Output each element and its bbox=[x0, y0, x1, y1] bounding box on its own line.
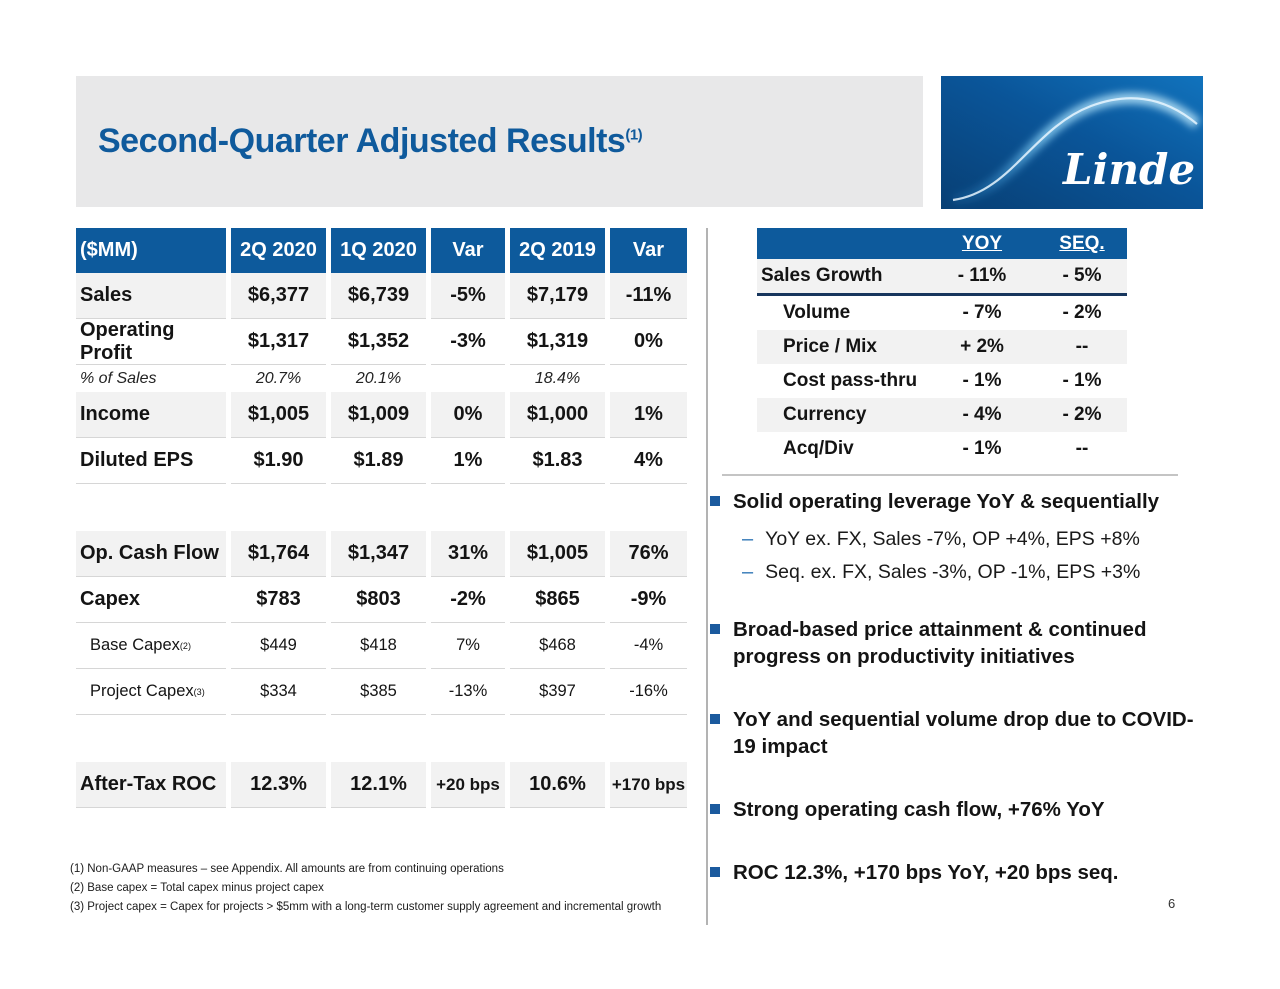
row-label: Capex bbox=[76, 577, 226, 623]
cell-value: -16% bbox=[610, 669, 687, 715]
row-label: Operating Profit bbox=[76, 319, 226, 365]
bullet-square-icon bbox=[710, 496, 720, 506]
footnote-line: (1) Non-GAAP measures – see Appendix. All amounts are from continuing operations bbox=[70, 863, 504, 875]
growth-table-row bbox=[757, 296, 1127, 330]
row-label: After-Tax ROC bbox=[76, 762, 226, 808]
cell-value: $1,319 bbox=[510, 319, 605, 365]
page-title bbox=[76, 122, 642, 161]
cell-value bbox=[431, 365, 505, 392]
cell-value: $1,005 bbox=[231, 392, 326, 438]
cell-value: -11% bbox=[610, 273, 687, 319]
cell-value: $803 bbox=[331, 577, 426, 623]
growth-yoy-value: - 1% bbox=[927, 432, 1037, 466]
cell-value: $1.83 bbox=[510, 438, 605, 484]
main-table-header-row bbox=[76, 228, 692, 273]
growth-table-header-row bbox=[757, 228, 1127, 259]
growth-row-label: Volume bbox=[757, 296, 927, 330]
cell-value: 0% bbox=[610, 319, 687, 365]
page-title-text: Second-Quarter Adjusted Results bbox=[98, 122, 626, 160]
table-spacer-row bbox=[76, 715, 692, 762]
cell-value: 1% bbox=[610, 392, 687, 438]
growth-table bbox=[757, 228, 1127, 466]
row-label: % of Sales bbox=[76, 365, 226, 392]
cell-value: 20.1% bbox=[331, 365, 426, 392]
linde-logo-graphic bbox=[941, 76, 1203, 209]
page-number: 6 bbox=[1168, 896, 1176, 911]
table-row bbox=[76, 531, 692, 577]
cell-value: $397 bbox=[510, 669, 605, 715]
table-row bbox=[76, 623, 692, 669]
title-bar bbox=[76, 76, 923, 207]
cell-value: 18.4% bbox=[510, 365, 605, 392]
cell-value: -9% bbox=[610, 577, 687, 623]
cell-value: 76% bbox=[610, 531, 687, 577]
table-row bbox=[76, 669, 692, 715]
cell-value: 12.1% bbox=[331, 762, 426, 808]
sub-bullet-text: YoY ex. FX, Sales -7%, OP +4%, EPS +8% bbox=[765, 528, 1140, 550]
bullet-text: YoY and sequential volume drop due to COVID-19 impact bbox=[733, 708, 1194, 758]
growth-yoy-value: - 11% bbox=[927, 259, 1037, 293]
cell-value: +170 bps bbox=[610, 762, 687, 808]
bullet-item bbox=[708, 616, 1208, 670]
bullet-square-icon bbox=[710, 624, 720, 634]
growth-seq-value: -- bbox=[1037, 432, 1127, 466]
bullet-square-icon bbox=[710, 867, 720, 877]
column-header: Var bbox=[431, 228, 505, 273]
growth-yoy-value: - 4% bbox=[927, 398, 1037, 432]
growth-yoy-value: - 1% bbox=[927, 364, 1037, 398]
growth-table-row bbox=[757, 398, 1127, 432]
bullet-text: Broad-based price attainment & continued progress on productivity initiatives bbox=[733, 618, 1147, 668]
table-row bbox=[76, 762, 692, 808]
growth-table-row bbox=[757, 259, 1127, 296]
growth-header-seq: SEQ. bbox=[1037, 228, 1127, 259]
cell-value bbox=[610, 365, 687, 392]
cell-value: -3% bbox=[431, 319, 505, 365]
cell-value: $449 bbox=[231, 623, 326, 669]
growth-seq-value: - 1% bbox=[1037, 364, 1127, 398]
main-table bbox=[76, 228, 692, 808]
cell-value: -13% bbox=[431, 669, 505, 715]
dash-icon: – bbox=[742, 561, 754, 583]
cell-value: $468 bbox=[510, 623, 605, 669]
bullet-item bbox=[708, 796, 1208, 823]
cell-value: 31% bbox=[431, 531, 505, 577]
growth-header-yoy: YOY bbox=[927, 228, 1037, 259]
column-header: ($MM) bbox=[76, 228, 226, 273]
cell-value: 20.7% bbox=[231, 365, 326, 392]
cell-value: $6,739 bbox=[331, 273, 426, 319]
row-label: Sales bbox=[76, 273, 226, 319]
page-title-footnote-marker: (1) bbox=[625, 126, 643, 144]
growth-row-label: Sales Growth bbox=[757, 259, 927, 293]
column-header: Var bbox=[610, 228, 687, 273]
cell-value: $1,317 bbox=[231, 319, 326, 365]
logo-wordmark: Linde bbox=[1063, 145, 1196, 194]
table-row bbox=[76, 438, 692, 484]
bullet-square-icon bbox=[710, 804, 720, 814]
main-table-body bbox=[76, 273, 692, 808]
cell-value: $418 bbox=[331, 623, 426, 669]
cell-value: 10.6% bbox=[510, 762, 605, 808]
cell-value: $1,000 bbox=[510, 392, 605, 438]
growth-seq-value: -- bbox=[1037, 330, 1127, 364]
table-row bbox=[76, 392, 692, 438]
cell-value: 4% bbox=[610, 438, 687, 484]
footnote-marker: (2) bbox=[179, 640, 191, 651]
table-spacer-row bbox=[76, 484, 692, 531]
sub-bullet-list bbox=[708, 523, 1208, 589]
cell-value: 7% bbox=[431, 623, 505, 669]
growth-row-label: Currency bbox=[757, 398, 927, 432]
footnotes bbox=[70, 860, 710, 917]
row-label: Base Capex (2) bbox=[76, 623, 226, 669]
row-label: Project Capex (3) bbox=[76, 669, 226, 715]
sub-bullet-text: Seq. ex. FX, Sales -3%, OP -1%, EPS +3% bbox=[765, 561, 1141, 583]
cell-value: +20 bps bbox=[431, 762, 505, 808]
cell-value: $1,347 bbox=[331, 531, 426, 577]
cell-value: 12.3% bbox=[231, 762, 326, 808]
growth-table-body bbox=[757, 259, 1127, 466]
cell-value: $783 bbox=[231, 577, 326, 623]
cell-value: 1% bbox=[431, 438, 505, 484]
cell-value: $6,377 bbox=[231, 273, 326, 319]
growth-row-label: Acq/Div bbox=[757, 432, 927, 466]
sub-bullet-item bbox=[708, 556, 1208, 589]
dash-icon: – bbox=[742, 528, 754, 550]
growth-yoy-value: - 7% bbox=[927, 296, 1037, 330]
column-header: 2Q 2020 bbox=[231, 228, 326, 273]
growth-table-row bbox=[757, 432, 1127, 466]
footnote-line: (2) Base capex = Total capex minus project capex bbox=[70, 882, 324, 894]
growth-row-label: Cost pass-thru bbox=[757, 364, 927, 398]
cell-value: $865 bbox=[510, 577, 605, 623]
growth-table-row bbox=[757, 330, 1127, 364]
cell-value: $1.90 bbox=[231, 438, 326, 484]
growth-yoy-value: + 2% bbox=[927, 330, 1037, 364]
cell-value: -4% bbox=[610, 623, 687, 669]
cell-value: $1.89 bbox=[331, 438, 426, 484]
table-row bbox=[76, 577, 692, 623]
cell-value: $385 bbox=[331, 669, 426, 715]
cell-value: $334 bbox=[231, 669, 326, 715]
table-row bbox=[76, 319, 692, 365]
bullet-text: Strong operating cash flow, +76% YoY bbox=[733, 798, 1105, 821]
growth-table-row bbox=[757, 364, 1127, 398]
row-label: Op. Cash Flow bbox=[76, 531, 226, 577]
bullet-item bbox=[708, 706, 1208, 760]
cell-value: $1,352 bbox=[331, 319, 426, 365]
growth-seq-value: - 2% bbox=[1037, 296, 1127, 330]
growth-row-label: Price / Mix bbox=[757, 330, 927, 364]
column-header: 2Q 2019 bbox=[510, 228, 605, 273]
table-row bbox=[76, 273, 692, 319]
cell-value: $7,179 bbox=[510, 273, 605, 319]
bullet-item bbox=[708, 859, 1208, 886]
row-label: Income bbox=[76, 392, 226, 438]
sub-bullet-item bbox=[708, 523, 1208, 556]
row-label: Diluted EPS bbox=[76, 438, 226, 484]
cell-value: $1,764 bbox=[231, 531, 326, 577]
bullet-text: ROC 12.3%, +170 bps YoY, +20 bps seq. bbox=[733, 861, 1119, 884]
section-divider-line bbox=[722, 474, 1178, 476]
bullet-item bbox=[708, 488, 1208, 515]
growth-seq-value: - 2% bbox=[1037, 398, 1127, 432]
linde-logo bbox=[941, 76, 1203, 209]
cell-value: -5% bbox=[431, 273, 505, 319]
bullet-text: Solid operating leverage YoY & sequentially bbox=[733, 490, 1160, 513]
bullet-list bbox=[708, 488, 1208, 886]
column-header: 1Q 2020 bbox=[331, 228, 426, 273]
table-row bbox=[76, 365, 692, 392]
cell-value: 0% bbox=[431, 392, 505, 438]
cell-value: $1,009 bbox=[331, 392, 426, 438]
bullet-square-icon bbox=[710, 714, 720, 724]
cell-value: -2% bbox=[431, 577, 505, 623]
footnote-marker: (3) bbox=[193, 686, 205, 697]
growth-header-spacer bbox=[757, 228, 927, 259]
cell-value: $1,005 bbox=[510, 531, 605, 577]
footnote-line: (3) Project capex = Capex for projects > $5mm with a long-term customer supply agreement and incremental growth bbox=[70, 901, 662, 913]
growth-seq-value: - 5% bbox=[1037, 259, 1127, 293]
